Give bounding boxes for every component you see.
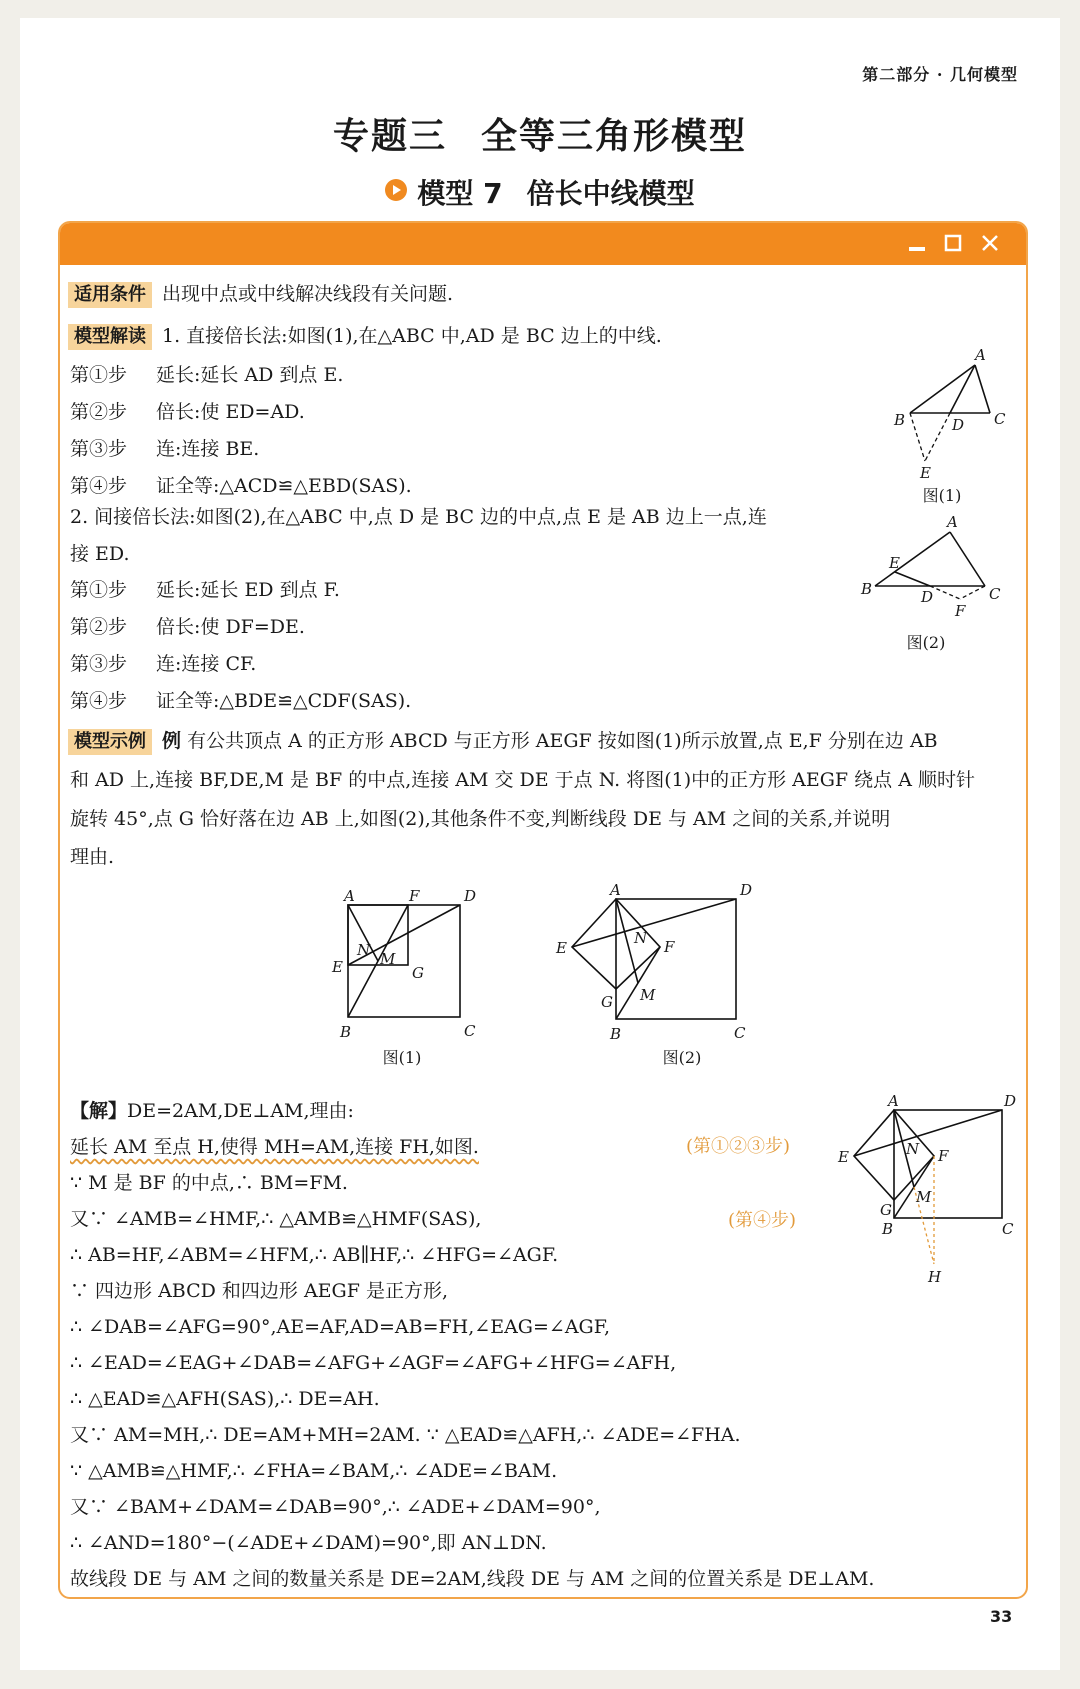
solution-line [70,1099,354,1123]
window-titlebar [60,223,1026,265]
point-label: M [916,1188,932,1206]
m2-step [70,578,340,602]
point-label: F [409,887,420,905]
point-label: A [344,887,355,905]
step-text: 延长:延长 AD 到点 E. [156,364,344,386]
figure-2-triangle [855,510,1005,630]
solution-line: ∴ AB=HF,∠ABM=∠HFM,∴ AB∥HF,∴ ∠HFG=∠AGF. [70,1244,559,1266]
m2-step [70,615,305,639]
point-label: M [640,986,656,1004]
point-label: C [464,1022,476,1040]
point-label: B [894,411,906,429]
solution-line: ∴ ∠EAD=∠EAG+∠DAB=∠AFG+∠AGF=∠AFG+∠HFG=∠AFH, [70,1352,677,1374]
point-label: N [357,941,371,959]
point-label: E [920,464,931,482]
solution-line: ∴ ∠DAB=∠AFG=90°,AE=AF,AD=AB=FH,∠EAG=∠AGF, [70,1316,610,1338]
step-label: 第②步 [70,616,128,638]
step-text: 连:连接 BE. [156,438,260,460]
minimize-icon[interactable] [908,229,926,255]
example-tag: 模型示例 [68,729,152,755]
point-label: D [464,887,477,905]
point-label: A [610,881,621,899]
example-line [70,729,938,755]
point-label: G [880,1201,892,1219]
point-label: E [838,1148,849,1166]
step-label: 第①步 [70,364,128,386]
point-label: E [556,939,567,957]
title-topic: 专题三 [332,116,447,157]
solution-line: ∵ M 是 BF 的中点,∴ BM=FM. [70,1172,348,1194]
point-label: D [740,881,753,899]
interpretation-tag: 模型解读 [68,324,152,350]
conditions-line [70,282,453,308]
point-label: H [928,1268,942,1286]
method2-text-cont: 接 ED. [70,543,130,565]
solution-line: ∴ △EAD≌△AFH(SAS),∴ DE=AH. [70,1388,380,1410]
step-note: (第①②③步) [686,1136,791,1157]
point-label: F [955,602,966,620]
point-label: D [952,416,965,434]
point-label: C [734,1024,746,1042]
play-icon [385,179,407,201]
point-label: A [975,346,986,364]
step-label: 第①步 [70,579,128,601]
close-icon[interactable] [980,231,1000,257]
point-label: N [634,929,648,947]
solution-line: ∵ △AMB≌△HMF,∴ ∠FHA=∠BAM,∴ ∠ADE=∠BAM. [70,1460,558,1482]
m1-step [70,400,305,424]
figure-2-caption: 图(2) [906,633,946,652]
point-label: M [380,950,396,968]
method2-text: 2. 间接倍长法:如图(2),在△ABC 中,点 D 是 BC 边的中点,点 E 是 AB 边上一点,连 [70,506,767,528]
point-label: E [332,958,343,976]
step-label: 第④步 [70,475,128,497]
example-text: 理由. [70,846,115,868]
page-title [0,108,1080,159]
m1-step [70,363,343,387]
step-text: 倍长:使 DF=DE. [156,616,305,638]
solution-line: 又∵ AM=MH,∴ DE=AM+MH=2AM. ∵ △EAD≌△AFH,∴ ∠ADE=∠FHA. [70,1424,741,1446]
model-number: 模型 7 [417,177,503,210]
step-text: 证全等:△BDE≌△CDF(SAS). [156,690,412,712]
point-label: B [861,580,873,598]
interpretation-line [70,324,662,350]
step-label: 第④步 [70,690,128,712]
point-label: C [1002,1220,1014,1238]
m2-step [70,689,411,713]
step-text: 证全等:△ACD≌△EBD(SAS). [156,475,412,497]
example-figure-2 [550,881,753,1043]
solution-text: DE=2AM,DE⊥AM,理由: [127,1100,354,1122]
solution-line [70,1135,479,1159]
point-label: A [888,1092,899,1110]
point-label: E [889,554,900,572]
point-label: D [1004,1092,1017,1110]
solution-line: 又∵ ∠BAM+∠DAM=∠DAB=90°,∴ ∠ADE+∠DAM=90°, [70,1496,601,1518]
example-text: 旋转 45°,点 G 恰好落在边 AB 上,如图(2),其他条件不变,判断线段 DE 与 AM 之间的关系,并说明 [70,808,891,830]
solution-text: 延长 AM 至点 H,使得 MH=AM,连接 FH,如图. [70,1136,479,1158]
figure-1-caption: 图(1) [922,486,962,505]
step-text: 连:连接 CF. [156,653,257,675]
step-note: (第④步) [728,1210,797,1231]
solution-lead: 【解】 [70,1100,128,1122]
m1-step [70,474,412,498]
page-number: 33 [990,1607,1013,1626]
example-figure-1 [330,887,490,1041]
maximize-icon[interactable] [944,231,962,257]
model-name: 倍长中线模型 [526,177,695,210]
solution-figure [836,1092,1036,1292]
solution-line: ∵ 四边形 ABCD 和四边形 AEGF 是正方形, [70,1280,448,1302]
section-header: 第二部分 · 几何模型 [862,65,1018,84]
model-title [0,172,1080,212]
conditions-tag: 适用条件 [68,282,152,308]
solution-line: ∴ ∠AND=180°−(∠ADE+∠DAM)=90°,即 AN⊥DN. [70,1532,547,1554]
point-label: B [610,1025,622,1043]
figure-1-triangle [880,340,1020,480]
conditions-text: 出现中点或中线解决线段有关问题. [162,283,454,305]
m1-step [70,437,259,461]
m2-step [70,652,256,676]
solution-line: 又∵ ∠AMB=∠HMF,∴ △AMB≌△HMF(SAS), [70,1208,482,1230]
point-label: F [664,938,675,956]
point-label: N [906,1140,920,1158]
step-label: 第③步 [70,653,128,675]
point-label: C [989,585,1001,603]
point-label: G [601,993,613,1011]
example-figure-1-caption: 图(1) [382,1048,422,1067]
point-label: B [882,1220,894,1238]
point-label: F [938,1147,949,1165]
example-text: 和 AD 上,连接 BF,DE,M 是 BF 的中点,连接 AM 交 DE 于点 N. 将图(1)中的正方形 AEGF 绕点 A 顺时针 [70,769,975,791]
point-label: D [921,588,934,606]
point-label: G [412,964,424,982]
example-figure-2-caption: 图(2) [662,1048,702,1067]
step-text: 延长:延长 ED 到点 F. [156,579,340,601]
point-label: B [340,1023,352,1041]
point-label: C [994,410,1006,428]
title-name: 全等三角形模型 [481,116,748,157]
step-label: 第③步 [70,438,128,460]
example-lead: 例 [162,730,182,752]
point-label: A [947,513,958,531]
step-text: 倍长:使 ED=AD. [156,401,305,423]
method1-text: 1. 直接倍长法:如图(1),在△ABC 中,AD 是 BC 边上的中线. [162,325,662,347]
example-text: 有公共顶点 A 的正方形 ABCD 与正方形 AEGF 按如图(1)所示放置,点 E,F 分别在边 AB [187,730,938,752]
solution-line: 故线段 DE 与 AM 之间的数量关系是 DE=2AM,线段 DE 与 AM 之间的位置关系是 DE⊥AM. [70,1568,875,1590]
step-label: 第②步 [70,401,128,423]
